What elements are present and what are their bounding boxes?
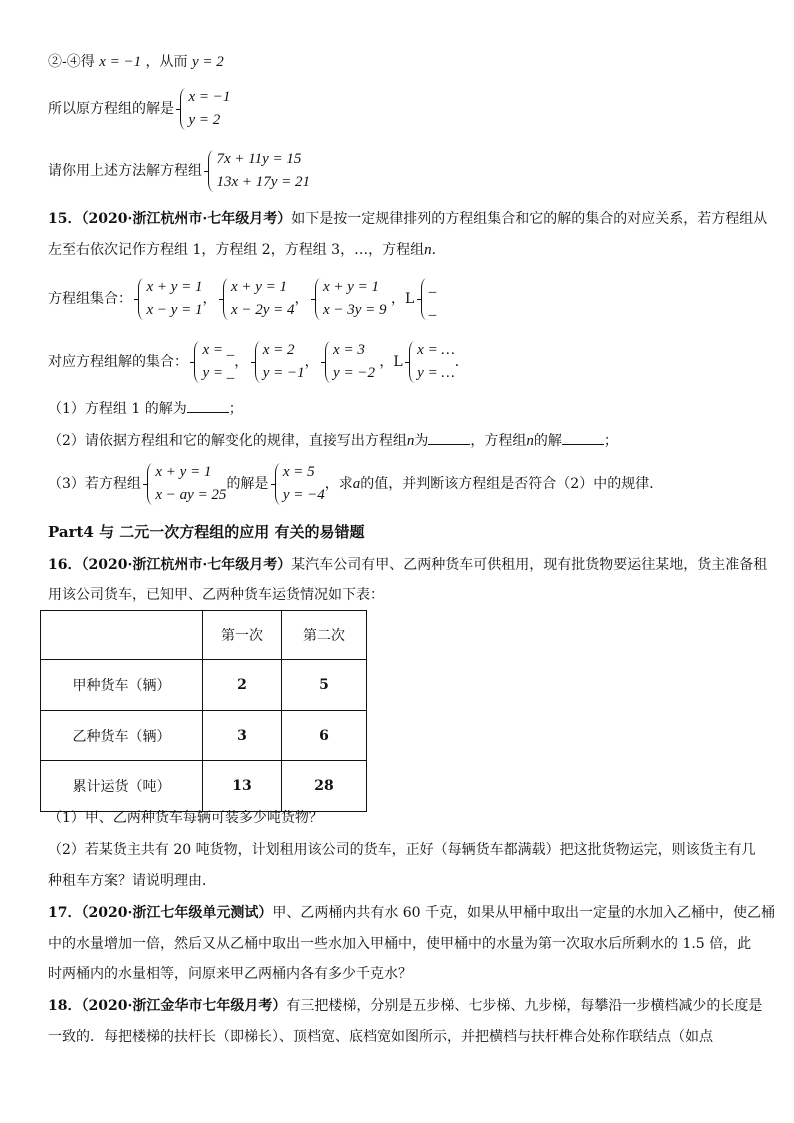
equation: x = 3	[333, 342, 365, 358]
solution-system	[253, 339, 305, 385]
table-cell: 2	[203, 660, 282, 711]
intro-line-3	[48, 148, 310, 194]
text: 对应方程组解的集合：	[48, 354, 188, 370]
table-row	[41, 761, 367, 812]
q17-line-2: 中的水量增加一倍，然后又从乙桶中取出一些水加入甲桶中，使甲桶中的水量为第一次取水后所剩水的 1.5 倍，此	[48, 936, 752, 952]
equation: y = −4	[282, 487, 325, 503]
text: ②-④得	[48, 54, 95, 70]
question-number: 16．	[48, 557, 82, 573]
q16-part-2-line-1: （2）若某货主共有 20 吨货物，计划租用该公司的货车，正好（每辆货车都满载）把这批货物运完，则该货主有几	[48, 842, 756, 858]
equation-system	[136, 276, 202, 322]
equation: y = −2	[333, 365, 375, 381]
equation: x = −1	[188, 89, 231, 105]
q18-line-2: 一致的．每把楼梯的扶杆长（即梯长）、顶档宽、底档宽如图所示，并把横档与扶杆榫合处称作联结点（如点	[48, 1029, 713, 1045]
equation: y = …	[417, 365, 455, 381]
answer-blank	[562, 430, 604, 445]
table-cell: 乙种货车（辆）	[41, 711, 203, 761]
table-cell: 第二次	[282, 611, 367, 660]
equation: _	[428, 302, 437, 318]
math: y = 2	[192, 54, 224, 70]
solution-system	[407, 339, 455, 385]
math: a	[352, 476, 361, 492]
q15-line-2	[48, 240, 446, 260]
section-title: Part4 与 二元一次方程组的应用 有关的易错题	[48, 523, 365, 541]
table-cell: 28	[282, 761, 367, 812]
equation: x + y = 1	[322, 279, 380, 295]
text: ，L	[391, 291, 415, 307]
equation: y = 2	[188, 112, 221, 128]
answer-blank	[187, 398, 229, 413]
text: （1）方程组 1 的解为	[48, 401, 187, 417]
q15-solution-line: 对应方程组解的集合： x = _ y = _ ， x = 2 y = −1 ， x = 3 y = −2 ，L x = … y = … ．	[48, 339, 469, 385]
text: ，L	[379, 354, 403, 370]
solution-system	[273, 461, 325, 507]
text: 如下是按一定规律排列的方程组集合和它的解的集合的对应关系，若方程组从	[291, 211, 768, 227]
table-row	[41, 711, 367, 761]
text: 所以原方程组的解是	[48, 101, 174, 117]
text: ．	[431, 242, 446, 258]
math: n	[424, 242, 432, 258]
equation-system	[419, 276, 437, 322]
text: ，求	[324, 476, 353, 492]
q16-line-2: 用该公司货车，已知甲、乙两种货车运货情况如下表：	[48, 587, 384, 603]
table-cell	[41, 611, 203, 660]
equation: x + y = 1	[230, 279, 288, 295]
question-number: 15．	[48, 211, 82, 227]
table-cell: 甲种货车（辆）	[41, 660, 203, 711]
table-cell: 13	[203, 761, 282, 812]
solution-system	[323, 339, 375, 385]
equation: x = _	[202, 342, 235, 358]
equation: x + y = 1	[146, 279, 203, 295]
equation-system	[145, 461, 226, 507]
q15-part-2	[48, 430, 618, 451]
table-cell: 5	[282, 660, 367, 711]
table-cell: 6	[282, 711, 367, 761]
q17-line-1	[48, 903, 775, 923]
q17-line-3: 时两桶内的水量相等，问原来甲乙两桶内各有多少千克水？	[48, 966, 412, 982]
data-table	[40, 610, 367, 812]
equation-system	[178, 86, 230, 132]
math: x = −1	[99, 54, 142, 70]
math: n	[406, 433, 415, 449]
question-number: 18．	[48, 998, 82, 1014]
equation-system	[221, 276, 295, 322]
equation: 7x + 11y = 15	[216, 151, 302, 167]
math: n	[526, 433, 534, 449]
solution-system	[192, 339, 234, 385]
text: ，从而	[145, 54, 188, 70]
text: 左至右依次记作方程组 1，方程组 2，方程组 3，…，方程组	[48, 242, 425, 258]
intro-line-1	[48, 52, 224, 72]
text: 为	[414, 433, 429, 449]
text: ．	[454, 354, 469, 370]
question-source: （2020·浙江杭州市·七年级月考）	[81, 211, 292, 227]
question-source: （2020·浙江七年级单元测试）	[81, 905, 273, 921]
q16-part-1: （1）甲、乙两种货车每辆可装多少吨货物？	[48, 810, 323, 826]
equation: 13x + 17y = 21	[216, 174, 311, 190]
question-source: （2020·浙江金华市七年级月考）	[81, 998, 287, 1014]
text: 请你用上述方法解方程组	[48, 163, 202, 179]
equation: x = 5	[282, 464, 315, 480]
text: 的值，并判断该方程组是否符合（2）中的规律．	[360, 476, 664, 492]
q15-part-3	[48, 461, 663, 507]
text: ；	[603, 433, 618, 449]
table-cell: 3	[203, 711, 282, 761]
table-header-row	[41, 611, 367, 660]
question-source: （2020·浙江杭州市·七年级月考）	[81, 557, 292, 573]
equation: y = −1	[262, 365, 305, 381]
q16-part-2-line-2: 种租车方案？请说明理由．	[48, 873, 216, 889]
text: ，方程组	[470, 433, 527, 449]
table-cell: 累计运货（吨）	[41, 761, 203, 812]
text: 的解是	[226, 476, 269, 492]
table-cell: 第一次	[203, 611, 282, 660]
equation: x − 2y = 4	[230, 302, 295, 318]
equation: x = 2	[262, 342, 295, 358]
intro-line-2	[48, 86, 230, 132]
equation: _	[428, 279, 437, 295]
equation: x = …	[417, 342, 455, 358]
q15-line-1	[48, 209, 767, 229]
q15-part-1	[48, 398, 243, 419]
text: 甲、乙两桶内共有水 60 千克，如果从甲桶中取出一定量的水加入乙桶中，使乙桶	[272, 905, 776, 921]
equation: x + y = 1	[155, 464, 212, 480]
equation: x − ay = 25	[155, 487, 227, 503]
equation: x − 3y = 9	[322, 302, 387, 318]
text: 方程组集合：	[48, 291, 132, 307]
text: 某汽车公司有甲、乙两种货车可供租用，现有批货物要运往某地，货主准备租	[291, 557, 768, 573]
q16-line-1	[48, 555, 767, 575]
equation-system	[206, 148, 310, 194]
equation-system	[313, 276, 387, 322]
text: （2）请依据方程组和它的解变化的规律，直接写出方程组	[48, 433, 407, 449]
table-row	[41, 660, 367, 711]
q15-set-line: 方程组集合： x + y = 1 x − y = 1 ， x + y = 1 x − 2y = 4 ， x + y = 1 x − 3y = 9 ，L _ _	[48, 276, 436, 322]
text: 的解	[533, 433, 562, 449]
equation: x − y = 1	[146, 302, 203, 318]
q18-line-1	[48, 996, 762, 1016]
answer-blank	[428, 430, 470, 445]
question-number: 17．	[48, 905, 82, 921]
text: ；	[228, 401, 243, 417]
equation: y = _	[202, 365, 235, 381]
text: （3）若方程组	[48, 476, 141, 492]
text: 有三把楼梯，分别是五步梯、七步梯、九步梯，每攀沿一步横档减少的长度是	[286, 998, 763, 1014]
